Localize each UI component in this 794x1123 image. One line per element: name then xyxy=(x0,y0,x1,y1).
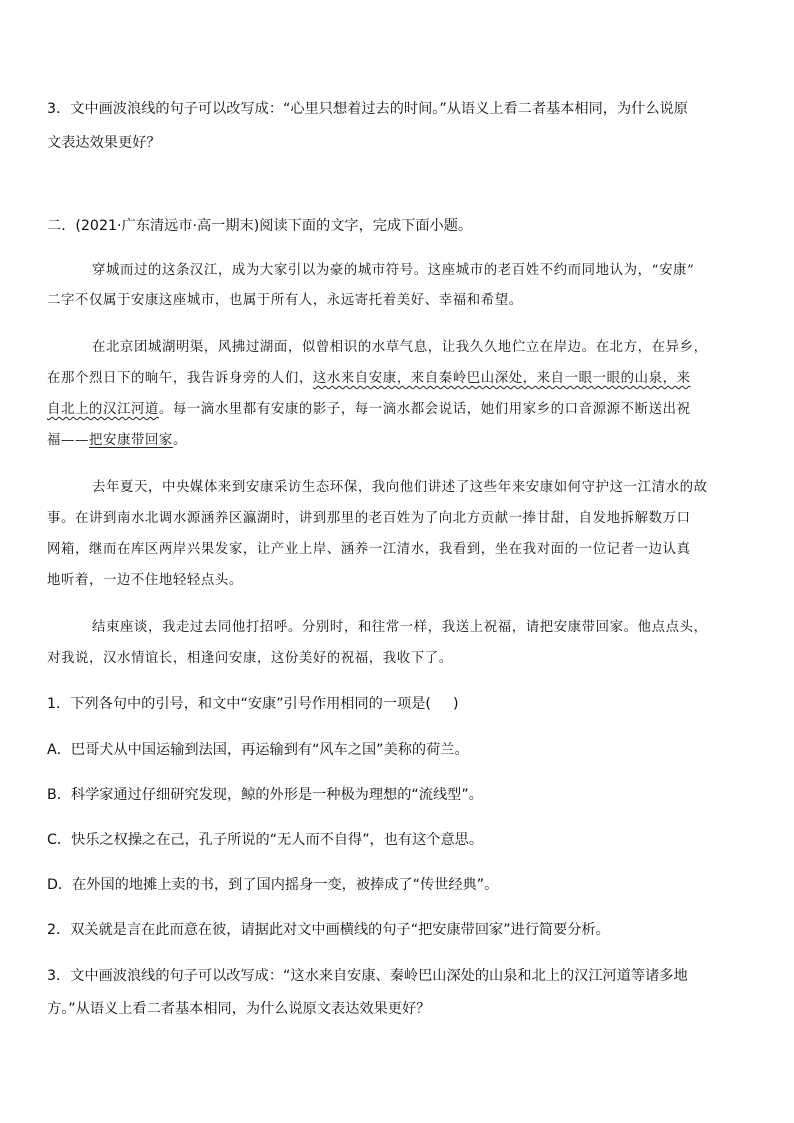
question-1-option-d: D．在外国的地摊上卖的书，到了国内摇身一变，被捧成了“传世经典”。 xyxy=(47,877,499,893)
passage-p4-line-2: 对我说，汉水情谊长，相逢问安康，这份美好的祝福，我收下了。 xyxy=(47,651,453,666)
question-2: 2．双关就是言在此而意在彼，请据此对文中画横线的句子“把安康带回家”进行简要分析。 xyxy=(47,922,610,938)
passage-p1-line-2: 二字不仅属于安康这座城市，也属于所有人，永远寄托着美好、幸福和希望。 xyxy=(47,293,523,308)
question-1-stem-text: 1．下列各句中的引号，和文中“安康”引号作用相同的一项是( xyxy=(47,696,431,712)
question-1-option-a: A．巴哥犬从中国运输到法国，再运输到有“风车之国”美称的荷兰。 xyxy=(47,742,469,758)
passage-p3-line-3: 网箱，继而在库区两岸兴果发家，让产业上岸、涵养一江清水，我看到，坐在我对面的一位记者一边认真 xyxy=(47,542,691,557)
question-1-option-b: B．科学家通过仔细研究发现，鲸的外形是一种极为理想的“流线型”。 xyxy=(47,787,483,803)
passage-p3-line-4: 地听着，一边不住地轻轻点头。 xyxy=(47,573,243,588)
straight-underlined-phrase: 把安康带回家 xyxy=(88,433,173,448)
question-3-top-line-2: 文表达效果更好？ xyxy=(47,135,161,151)
question-1-stem-close: ) xyxy=(452,696,459,712)
passage-p2-text: 。每一滴水里都有安康的影子，每一滴水都会说话，她们用家乡的口音源源不断送出祝 xyxy=(158,402,691,417)
question-1-stem xyxy=(47,694,459,714)
passage-p3-line-1: 去年夏天，中央媒体来到安康采访生态环保，我向他们讲述了这些年来安康如何守护这一江清水的故 xyxy=(92,480,708,495)
passage-p2-line-2 xyxy=(47,369,691,389)
passage-p2-line-1: 在北京团城湖明渠，风拂过湖面，似曾相识的水草气息，让我久久地伫立在岸边。在北方，在异乡， xyxy=(92,340,708,355)
question-3-line-2: 方。”从语义上看二者基本相同，为什么说原文表达效果更好？ xyxy=(47,1001,431,1017)
question-3-top-line-1: 3．文中画波浪线的句子可以改写成：“心里只想着过去的时间。”从语义上看二者基本相同，为什么说原 xyxy=(47,101,688,117)
passage-p4-line-1: 结束座谈，我走过去同他打招呼。分别时，和往常一样，我送上祝福，请把安康带回家。他点点头， xyxy=(92,620,708,635)
passage-p1-line-1: 穿城而过的这条汉江，成为大家引以为豪的城市符号。这座城市的老百姓不约而同地认为，“安康” xyxy=(92,263,695,278)
passage-p2-text: 福—— xyxy=(47,433,89,448)
passage-p2-line-3 xyxy=(47,400,691,420)
passage-p3-line-2: 事。在讲到南水北调水源涵养区瀛湖时，讲到那里的老百姓为了向北方贡献一捧甘甜，自发地拆解数万口 xyxy=(47,511,691,526)
section-2-title: 二．(2021·广东清远市·高一期末)阅读下面的文字，完成下面小题。 xyxy=(47,218,473,234)
passage-p2-line-4 xyxy=(47,431,187,451)
passage-p2-text: 。 xyxy=(172,433,187,448)
wavy-underlined-sentence: 这水来自安康，来自秦岭巴山深处，来自一眼一眼的山泉，来 xyxy=(312,371,691,386)
question-3-line-1: 3．文中画波浪线的句子可以改写成：“这水来自安康、秦岭巴山深处的山泉和北上的汉江河道等诸多地 xyxy=(47,968,688,984)
question-1-option-c: C．快乐之权操之在己，孔子所说的“无人而不自得”，也有这个意思。 xyxy=(47,832,484,848)
wavy-underlined-sentence-continued: 自北上的汉江河道 xyxy=(47,402,159,417)
passage-p2-text: 在那个烈日下的晌午，我告诉身旁的人们， xyxy=(47,371,313,386)
